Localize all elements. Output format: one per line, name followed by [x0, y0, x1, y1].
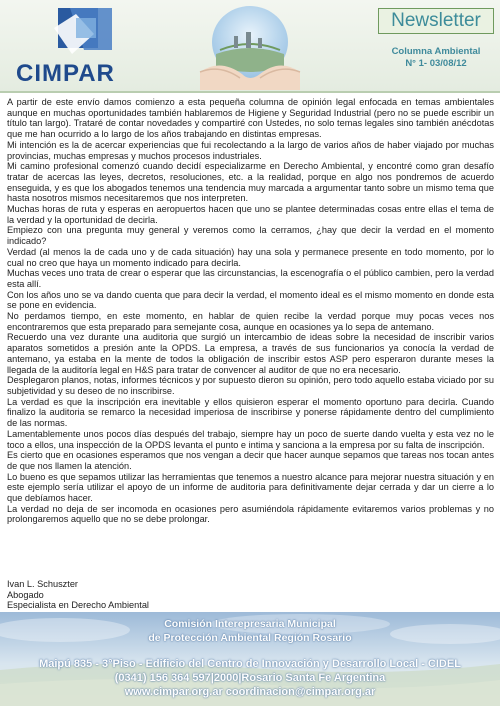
article-paragraph: La verdad no deja de ser incomoda en ocasiones pero asumiéndola rápidamente evitaremos varios problemas y no prolongaremos aquello que no se debe prolongar. [7, 503, 494, 525]
article-paragraph: Desplegaron planos, notas, informes técnicos y por supuesto dieron su opinión, pero todo aquello estaba viciado por su subjetividad y su deseo de no inscribirse. [7, 375, 494, 396]
footer-phone-city: (0341) 156 364 597|2000|Rosario Santa Fe Argentina [114, 672, 386, 684]
newsletter-issue: N° 1- 03/08/12 [405, 58, 467, 69]
cimpar-logo[interactable] [10, 4, 140, 90]
article-body [7, 97, 494, 525]
footer-org-line2: de Protección Ambiental Región Rosario [148, 632, 352, 644]
article-paragraph: Recuerdo una vez durante una auditoria que surgió un intercambio de ideas sobre la necesidad de inscribir varios aparatos sometidos a presión ante la OPDS. La empresa, a través de sus funcionarios ya conocía la verdad de antemano, ya estaba en la mente de todos la obligación de inscribir estos ASP pero esperaron durante meses la llegada de la auditoría legal en H&S para tratar de convencer al auditor de que no era necesario. [7, 332, 494, 375]
article-paragraph: Verdad (al menos la de cada uno y de cada situación) hay una sola y permanece presente en todo momento, por lo cual no creo que haya un momento indicado para decirla. [7, 246, 494, 268]
article-paragraph: Muchas horas de ruta y esperas en aeropuertos hacen que uno se plantee determinadas cosas entre ellas el tema de la verdad y la oportunidad de decirla. [7, 204, 494, 225]
article-paragraph: La verdad es que la inscripción era inevitable y ellos quisieron esperar el momento oportuno para decirla. Cuando finalizo la auditoria se remarco la necesidad imperiosa de inscribirse y ponerse rápidamente dentro del cumplimiento de las normas. [7, 396, 494, 429]
article-paragraph: Mi intención es la de acercar experiencias que fui recolectando a la largo de varios años de haber viajado por muchas provincias, muchas empresas y muchos procesos industriales. [7, 139, 494, 161]
article-paragraph: Mi camino profesional comenzó cuando decidí especializarme en Derecho Ambiental, y encontré como gran desafío tratar de acercas las leyes, decretos, resoluciones, etc. a la realidad, porque en algo nos pondremos de acuerdo enseguida, y es que los abogados tenemos una tendencia muy marcada a argumentar tanto sobre un mismo tema que hasta nosotros mismos necesitaremos que nos interpreten. [7, 161, 494, 204]
article-paragraph: A partir de este envío damos comienzo a esta pequeña columna de opinión legal enfocada en temas ambientales aunque en muchas oportunidades también hablaremos de Higiene y Seguridad Industrial (pero no se puede escribir un título tan largo). Trataré de contar novedades y compartiré con Ustedes, no solo temas legales sino también anécdotas que me han ocurrido a lo largo de los años trabajando en distintas empresas. [7, 97, 494, 140]
article-paragraph: Empiezo con una pregunta muy general y veremos como la cerramos, ¿hay que decir la verdad en el momento indicado? [7, 225, 494, 247]
footer-address: Maipú 835 - 3°Piso - Edificio del Centro de Innovación y Desarrollo Local - CIDEL [39, 658, 461, 670]
author-name: Ivan L. Schuszter [7, 579, 78, 589]
author-specialty: Especialista en Derecho Ambiental [7, 600, 149, 611]
newsletter-badge [378, 8, 494, 90]
footer-web-email[interactable]: www.cimpar.org.ar coordinacion@cimpar.org.ar [124, 686, 376, 698]
article-paragraph: No perdamos tiempo, en este momento, en hablar de quien recibe la verdad porque muy pocas veces nos encontraremos que esta preparado para semejante cosa, aunque en ocasiones ya lo sepa de antemano. [7, 311, 494, 332]
brand-name: CIMPAR [16, 60, 115, 87]
footer [0, 612, 500, 706]
newsletter-issue-info [378, 46, 494, 70]
author-role: Abogado [7, 589, 44, 600]
newsletter-title: Newsletter [378, 8, 494, 34]
logo-mark-icon [54, 4, 112, 56]
article-paragraph: Con los años uno se va dando cuenta que para decir la verdad, el momento ideal es el mismo momento en donde esta se pone en evidencia. [7, 289, 494, 311]
article-paragraph: Muchas veces uno trata de crear o esperar que las circunstancias, la escenografía o el público cambien, pero la verdad esta allí. [7, 268, 494, 289]
article-paragraph: Es cierto que en ocasiones esperamos que nos vengan a decir que hacer aunque sepamos que tareas nos tocan antes de que nos llamen la atención. [7, 450, 494, 471]
hands-globe-image [190, 2, 310, 90]
footer-org-line1: Comisión Interepresaria Municipal [164, 618, 336, 630]
article-paragraph: Lamentablemente unos pocos días después del trabajo, siempre hay un poco de suerte dando vuelta y esta vez no le toco a ellos, una inspección de la OPDS levanta el punto e intima y sanciona a la empresa por su falta de inscripción. [7, 428, 494, 450]
header-divider [0, 91, 500, 93]
article-paragraph: Lo bueno es que sepamos utilizar las herramientas que tenemos a nuestro alcance para mejorar nuestra situación y en este ejemplo sería utilizar el apoyo de un informe de auditoria para definitivamente dejar cerrada y dar un cierre a lo que debíamos hacer. [7, 471, 494, 504]
newsletter-column: Columna Ambiental [391, 46, 481, 57]
header [0, 0, 500, 92]
